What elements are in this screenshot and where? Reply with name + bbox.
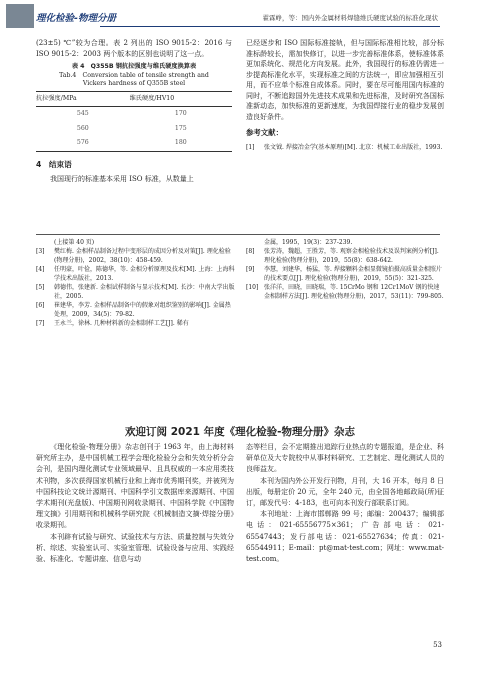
paragraph: 态等栏目，会不定期推出追踪行业热点的专题报道，是企业、科研单位及大专院校中从事材料研究、工艺制定、理化测试人员的良师益友。 [246,443,444,474]
reference-text: 张洋洋，田晓，田晓瑞，等. 15CrMo 钢和 12Cr1MoV 钢的快速金相制样方法[J]. 理化检验(物理分册)，2017，53(11)：799-805. [264,284,444,300]
table-row [36,122,232,137]
reference-item [36,301,236,319]
section-divider [36,234,440,235]
reference-item [36,247,236,265]
conversion-table [36,91,232,152]
table-cell: 560 [76,124,89,132]
reference-number: [3] [36,248,45,255]
reference-item [246,143,444,152]
reference-text: (上接第 40 页) [54,239,95,246]
reference-text: 韩德伟，张建新. 金相试样制备与显示技术[M]. 长沙：中南大学出版社，2005. [54,284,235,300]
table-caption-zh: 表 4 Q355B 钢抗拉强度与维氏硬度换算表 [71,63,197,70]
table-cell: 180 [130,136,232,151]
reference-text: 任明豪，叶俭，陈德华，等. 金相分析原理及技术[M]. 上海：上海科学技术出版社，2013. [54,266,235,282]
reference-text: 李慧，刘建华，杨猛，等. 焊接颗料金相显微镜拍摄高质量金相照片的技术要点[J]. 理化检验(物理分册)，2019，55(5)：321-325. [264,266,442,282]
paragraph: 已经逐步和 ISO 国际标准接轨，但与国际标准相比较，部分标准标龄较长，需加快修订，以进一步完善标准体系，使标准体系更加系统化、规范化方向发展。此外，我国现行的标准仍需进一步提高标准化水平，实现标准之间的方法统一，即应加强相互引用，而不应单个标准自成体系。同时，要在尽可能用国内标准的同时，不断追踪国外先进技术成果和先进标准，及时研究各国标准新动态，加快标准的更新速度，为我国焊接行业的稳步发展创造良好条件。 [246,39,444,121]
table-header: 维氏硬度/HV10 [130,91,232,107]
table-cell: 576 [36,136,130,151]
paragraph: 我国现行的标准基本采用 ISO 标准，从数量上 [50,175,194,183]
table-cell: 170 [174,110,187,117]
table-cell: 545 [76,110,89,117]
page-number: 53 [433,641,442,649]
references-title: 参考文献： [246,128,283,137]
paragraph: 本刊为国内外公开发行刊物，月刊，大 16 开本，每月 8 日出版，每册定价 20 元，全年 240 元，由全国各地邮政局(所)征订，邮发代号：4-183，也可向本刊发行部联系订阅。 [246,476,444,508]
table-row [36,107,232,122]
reference-text: 金属，1995，19(3)：237-239. [264,239,353,246]
reference-text: 张芳涛，魏超，王胜芳，等. 观察金相检验技术及误判案例分析[J]. 理化检验(物理分册)，2019，55(8)：638-642. [264,248,439,264]
paragraph: 本刊地址：上海市邯郸路 99 号；邮编：200437；编辑部电话：021-65556775×361；广告部电话：021-65547443；发行部电话：021-65527634；传真：021-65544911；E-mail：pt@mat-test.com；网址：www.mat-test.com。 [246,510,444,564]
section-heading: 4 结束语 [36,159,72,169]
paragraph: 本刊辟有试验与研究、试验技术与方法、质量控制与失效分析、综述、实验室认可、实验室管理、试验设备与应用、实践经验、标准化、专题讲座、信息与动 [36,532,234,564]
reference-number: [4] [36,266,45,273]
table-caption-en-1: Tab.4 Conversion table of tensile strength and [59,71,209,79]
references-left [36,238,236,328]
table-cell: 175 [174,124,187,132]
reference-number: [9] [246,266,255,273]
reference-text: 王永兰，徐林. 几种材料新的金相制样工艺[J]. 稀有 [54,320,189,327]
table-caption-en-2: Vickers hardness of Q355B steel [82,80,186,87]
ad-right-column [246,442,444,565]
reference-number: [6] [36,302,45,309]
paragraph: (23±5) ℃”较为合理。表 2 列出的 ISO 9015-2：2016 与 ISO 9015-2：2003 两个版本的区别也说明了这一点。 [36,39,232,58]
ad-left-column [36,442,234,565]
logo-mark-icon [6,4,34,28]
reference-item [36,283,236,301]
running-title: 翟霖峥，等：国内外金属材料焊缝维氏硬度试验的标准化现状 [262,14,438,22]
table-row [36,136,232,151]
paragraph: 《理化检验-物理分册》杂志创刊于 1963 年，由上海材料研究所主办，是中国机械工程学会理化检验分会和失效分析分会会刊，是国内理化测试专业领域最早、且具权威的一本应用类技术刊物，多次获得国家机械行业和上海市优秀期刊奖，并被列为中国科技论文统计源期刊、中国科学引文数据库来源期刊、中国学术期刊(光盘版)、中国期刊网收录期刊、中国科学院《中国物理文摘》引用期刊和机械科学研究院《机械制造文摘·焊接分册》收录期刊。 [36,443,234,530]
reference-item [246,265,444,283]
reference-number: [1] [246,143,255,151]
reference-item [246,247,444,265]
reference-text: 张文钺. 焊接冶金学(基本原理)[M]. 北京：机械工业出版社，1993. [264,143,443,151]
reference-number: [7] [36,320,45,327]
table-header: 抗拉强度/MPa [36,91,130,107]
reference-item [246,283,444,301]
reference-number: [8] [246,248,255,255]
left-top-column [36,38,232,185]
reference-item [36,319,236,328]
ad-title: 欢迎订阅 2021 年度《理化检验-物理分册》杂志 [125,426,355,438]
reference-text: 樊红梅. 金相样品制备过程中变形层的成因分析及对策[J]. 理化检验(物理分册)，2002，38(10)：458-459. [54,248,231,264]
table-caption [36,63,232,89]
reference-number: [5] [36,284,45,291]
header-rule [100,26,440,27]
right-top-column [246,38,444,152]
references-right [246,238,444,301]
reference-item [36,238,236,247]
reference-text: 崔建华，李芳. 金相样品制备中的假象对组织鉴别的影响[J]. 金属热处理，2009，34(5)：79-82. [54,302,231,318]
reference-item [36,265,236,283]
reference-number: [10] [246,284,259,291]
logo-text: 理化检验-物理分册 [36,13,116,24]
reference-item [246,238,444,247]
